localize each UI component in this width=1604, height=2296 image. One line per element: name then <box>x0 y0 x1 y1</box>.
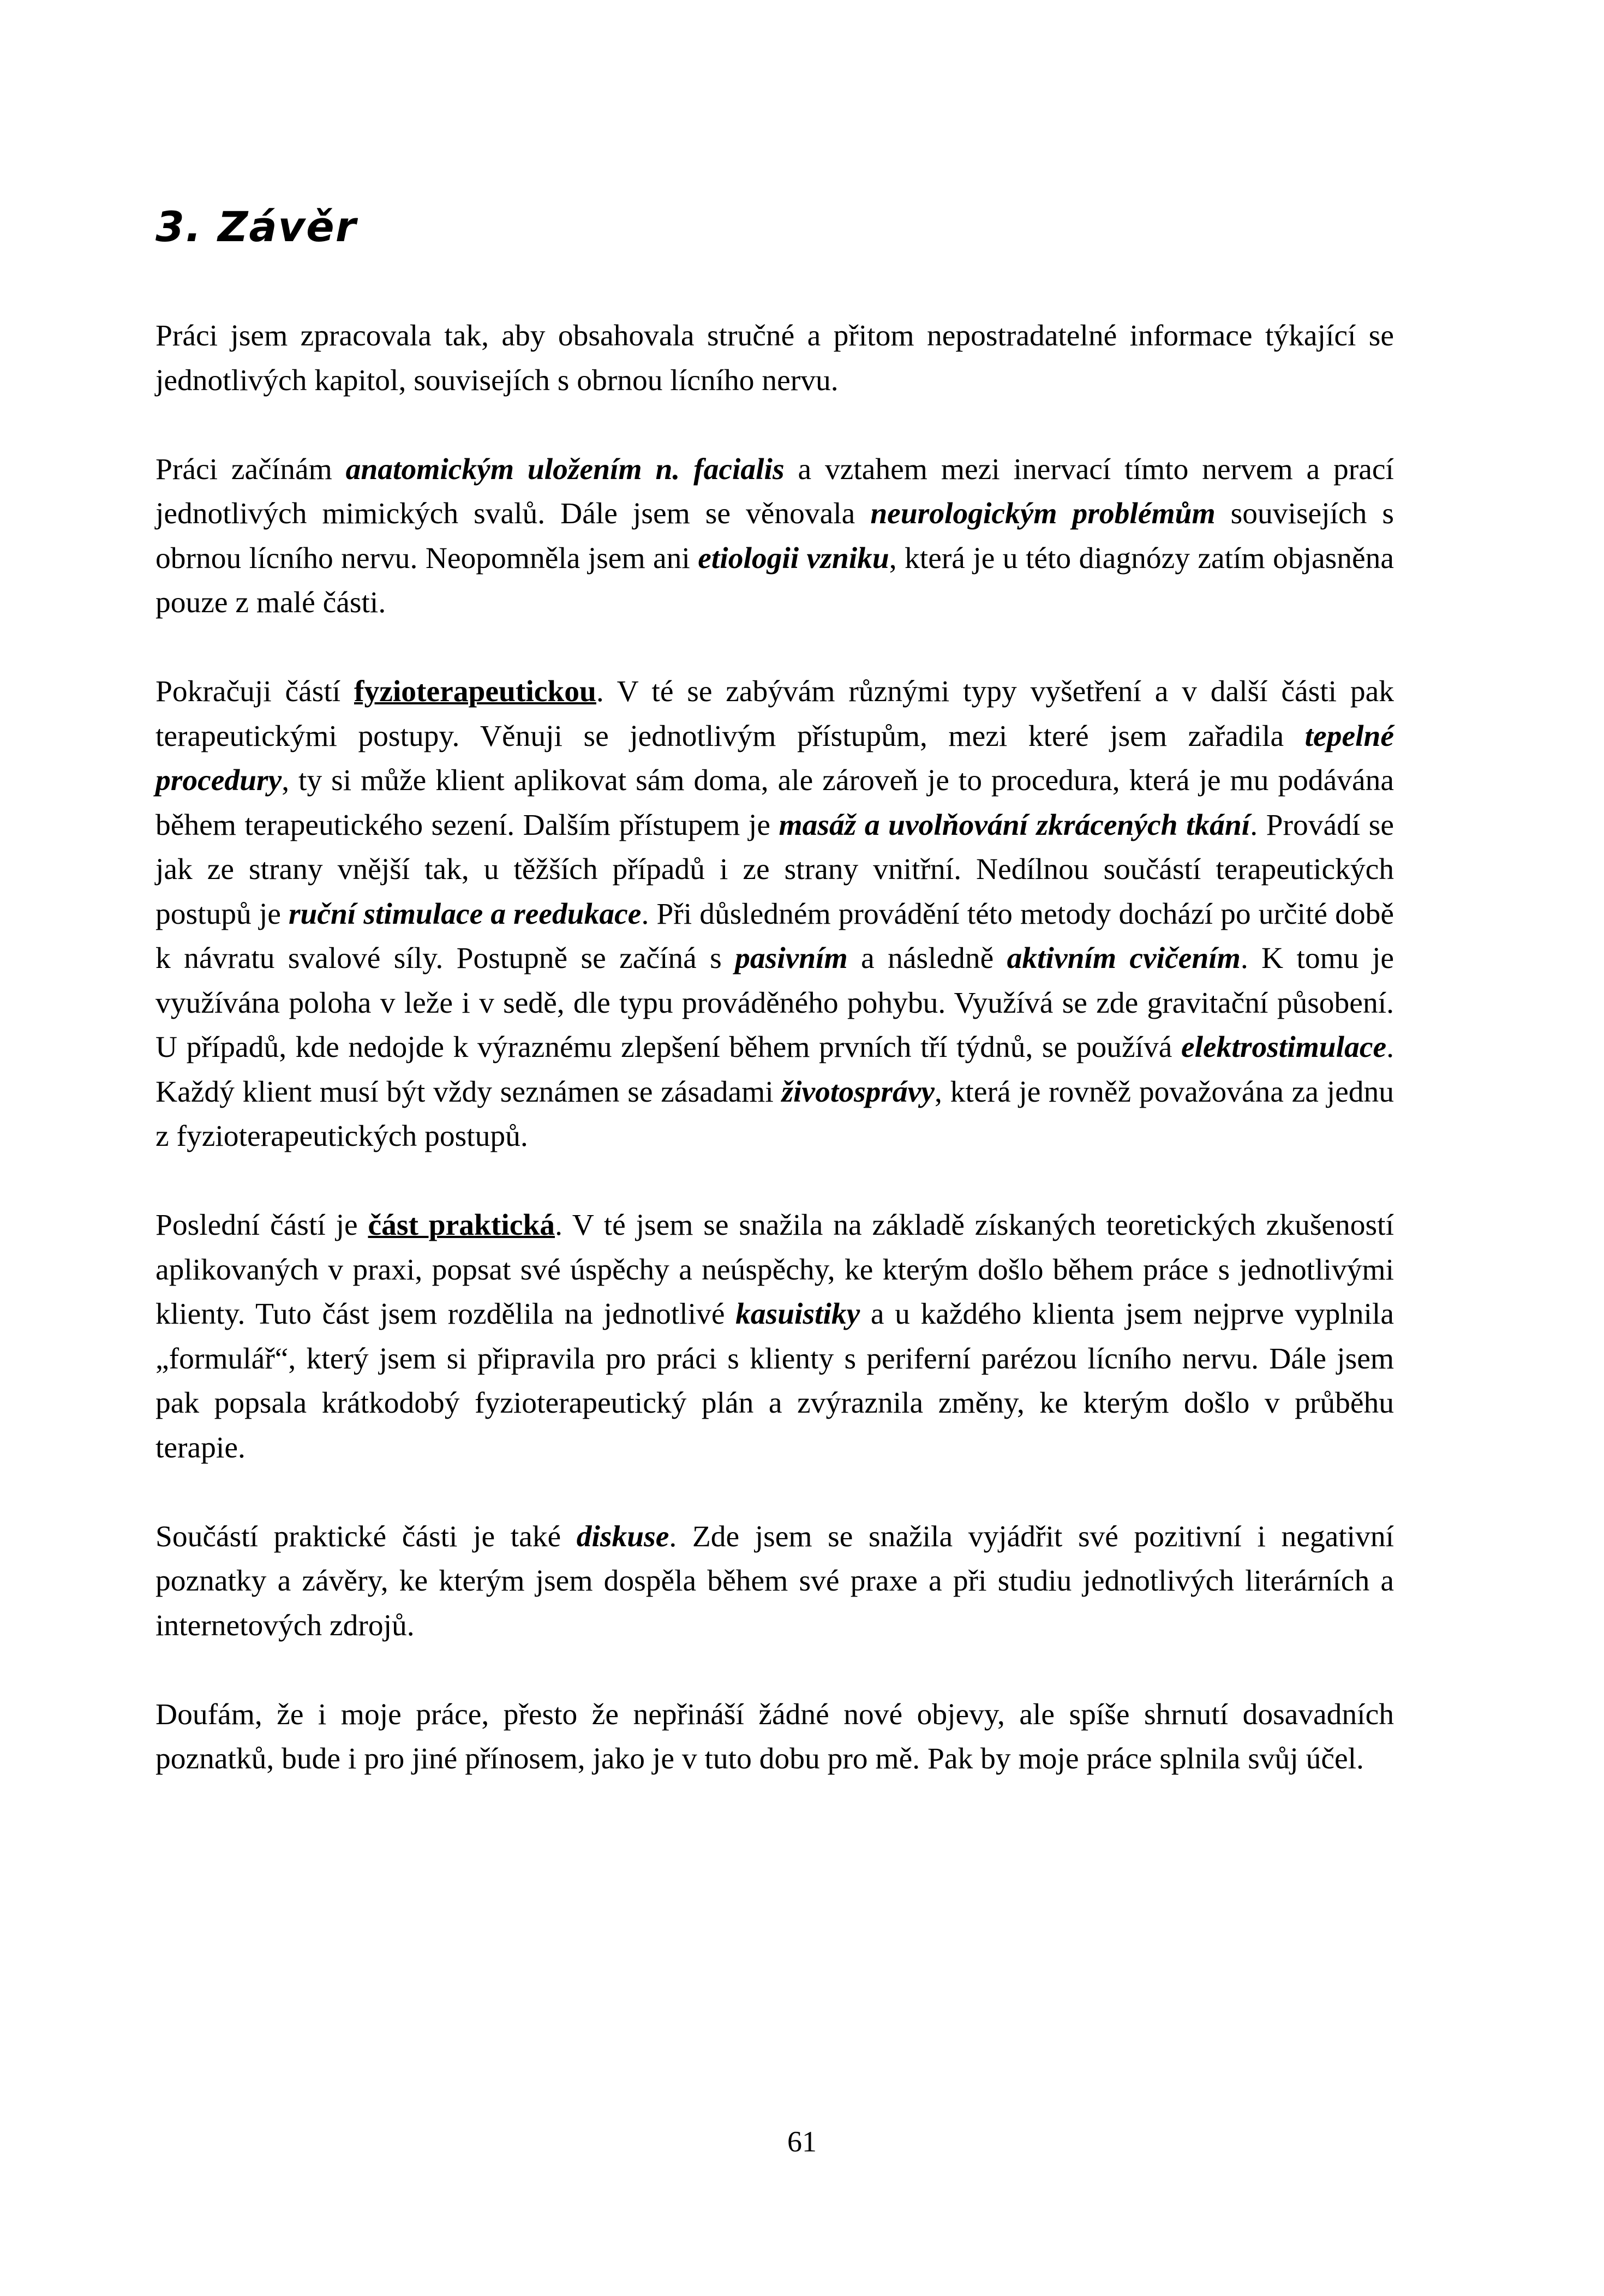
body-text <box>155 314 1394 1781</box>
section-heading: 3. Závěr <box>155 202 357 251</box>
emphasized-term: pasivním <box>735 942 848 975</box>
page-number: 61 <box>787 2125 817 2158</box>
emphasized-term: etiologii vzniku <box>698 541 889 575</box>
paragraph-6: Doufám, že i moje práce, přesto že nepřináší žádné nové objevy, ale spíše shrnutí dosavadních poznatků, bude i pro jiné přínosem, jako je v tuto dobu pro mě. Pak by moje práce splnila svůj účel. <box>155 1697 1394 1775</box>
paragraph-5: Součástí praktické části je také diskuse. Zde jsem se snažila vyjádřit své pozitivní i negativní poznatky a závěry, ke kterým jsem dospěla během své praxe a při studiu jednotlivých literárních a internetových zdrojů. <box>155 1520 1394 1642</box>
emphasized-term: neurologickým problémům <box>870 497 1216 530</box>
emphasized-term: masáž a uvolňování zkrácených tkání <box>779 808 1250 842</box>
underlined-term: část praktická <box>368 1209 555 1242</box>
paragraph-4: Poslední částí je část praktická. V té jsem se snažila na základě získaných teoretických zkušeností aplikovaných v praxi, popsat své úspěchy a neúspěchy, ke kterým došlo během práce s jednotlivými klienty. Tuto část jsem rozdělila na jednotlivé kasuistiky a u každého klienta jsem nejprve vyplnila „formulář“, který jsem si připravila pro práci s klienty s periferní parézou lícního nervu. Dále jsem pak popsala krátkodobý fyzioterapeutický plán a zvýraznila změny, ke kterým došlo v průběhu terapie. <box>155 1209 1394 1464</box>
emphasized-term: tepelné procedury <box>155 719 1394 797</box>
emphasized-term: životosprávy <box>781 1075 935 1109</box>
emphasized-term: anatomickým uložením n. facialis <box>345 452 785 486</box>
emphasized-term: diskuse <box>576 1520 669 1553</box>
emphasized-term: ruční stimulace a reedukace <box>288 897 642 931</box>
paragraph-2: Práci začínám anatomickým uložením n. facialis a vztahem mezi inervací tímto nervem a prací jednotlivých mimických svalů. Dále jsem se věnovala neurologickým problémům souvisejích s obrnou lícního nervu. Neopomněla jsem ani etiologii vzniku, která je u této diagnózy zatím objasněna pouze z malé části. <box>155 452 1394 619</box>
paragraph-1: Práci jsem zpracovala tak, aby obsahovala stručné a přitom nepostradatelné informace týkající se jednotlivých kapitol, souvisejích s obrnou lícního nervu. <box>155 319 1394 397</box>
emphasized-term: kasuistiky <box>735 1298 860 1331</box>
emphasized-term: elektrostimulace <box>1181 1031 1387 1064</box>
paragraph-3: Pokračuji částí fyzioterapeutickou. V té se zabývám různými typy vyšetření a v další části pak terapeutickými postupy. Věnuji se jednotlivým přístupům, mezi které jsem zařadila tepelné procedury, ty si může klient aplikovat sám doma, ale zároveň je to procedura, která je mu podávána během terapeutického sezení. Dalším přístupem je masáž a uvolňování zkrácených tkání. Provádí se jak ze strany vnější tak, u těžších případů i ze strany vnitřní. Nedílnou součástí terapeutických postupů je ruční stimulace a reedukace. Při důsledném provádění této metody dochází po určité době k návratu svalové síly. Postupně se začíná s pasivním a následně aktivním cvičením. K tomu je využívána poloha v leže i v sedě, dle typu prováděného pohybu. Využívá se zde gravitační působení. U případů, kde nedojde k výraznému zlepšení během prvních tří týdnů, se používá elektrostimulace. Každý klient musí být vždy seznámen se zásadami životosprávy, která je rovněž považována za jednu z fyzioterapeutických postupů. <box>155 675 1394 1153</box>
emphasized-term: aktivním cvičením <box>1007 942 1241 975</box>
underlined-term: fyzioterapeutickou <box>354 675 596 708</box>
